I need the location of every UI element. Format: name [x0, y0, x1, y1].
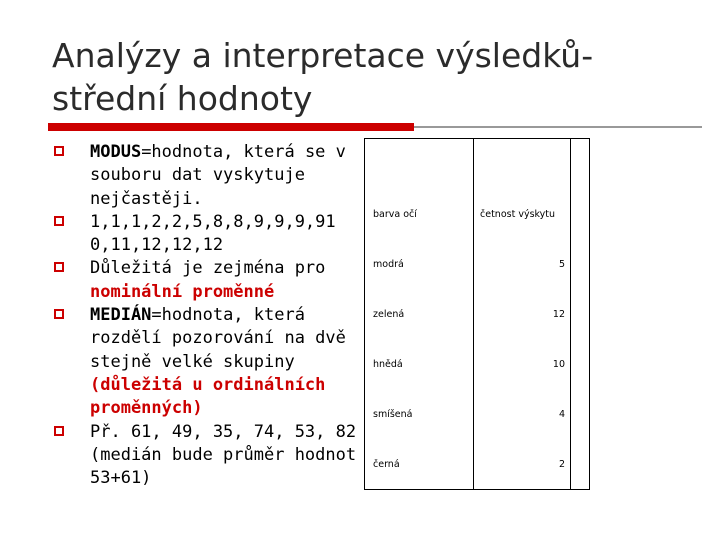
- bullet-text: Př. 61, 49, 35, 74, 53, 82 (medián bude průměr hodnot 53+61): [90, 421, 357, 489]
- table-cell-eye-color: černá: [373, 459, 400, 470]
- square-bullet-icon: [54, 146, 64, 156]
- bullet-text: Důležitá je zejména pro: [90, 258, 326, 279]
- bullet-item: [52, 141, 357, 211]
- table-header-cell: četnost výskytu: [480, 209, 556, 220]
- slide-title-line-1: Analýzy a interpretace výsledků-: [52, 36, 594, 75]
- bullet-item: [52, 211, 357, 258]
- table-cell-eye-color: zelená: [373, 309, 405, 320]
- bullet-text: =hodnota, která se v souboru dat vyskytuje nejčastěji.: [90, 142, 346, 209]
- slide-title: [52, 34, 672, 120]
- slide-title-line-2: střední hodnoty: [52, 79, 313, 118]
- table-cell-frequency: 2: [558, 459, 565, 470]
- table-cell-eye-color: hnědá: [373, 359, 403, 370]
- square-bullet-icon: [54, 216, 64, 226]
- bullet-text: MODUS: [90, 142, 142, 162]
- bullet-item: [52, 304, 357, 420]
- table-cell-frequency: 4: [558, 409, 565, 420]
- bullet-text: nominální proměnné: [90, 281, 275, 302]
- bullet-text: (důležitá u ordinálních proměnných): [90, 374, 326, 419]
- table-cell-eye-color: smíšená: [373, 409, 413, 420]
- table-cell-eye-color: modrá: [373, 259, 404, 270]
- table-cell-frequency: 12: [552, 309, 565, 320]
- frequency-table: [364, 138, 590, 490]
- table-column-divider: [473, 139, 474, 489]
- bullet-text: MEDIÁN: [90, 305, 152, 326]
- bullet-item: [52, 257, 357, 304]
- table-cell-frequency: 10: [552, 359, 565, 370]
- title-underline-accent: [48, 123, 414, 131]
- square-bullet-icon: [54, 262, 64, 272]
- square-bullet-icon: [54, 426, 64, 436]
- bullet-item: [52, 421, 357, 491]
- bullet-text: 1,1,1,2,2,5,8,8,9,9,9,91 0,11,12,12,12: [90, 211, 336, 256]
- table-header-cell: barva očí: [373, 209, 417, 220]
- title-underline-divider: [414, 126, 702, 128]
- square-bullet-icon: [54, 309, 64, 319]
- table-column-divider: [570, 139, 571, 489]
- bullet-text: =hodnota, která rozdělí pozorování na dvě stejně velké skupiny: [90, 305, 346, 372]
- bullet-list: [52, 141, 357, 490]
- table-cell-frequency: 5: [558, 259, 565, 270]
